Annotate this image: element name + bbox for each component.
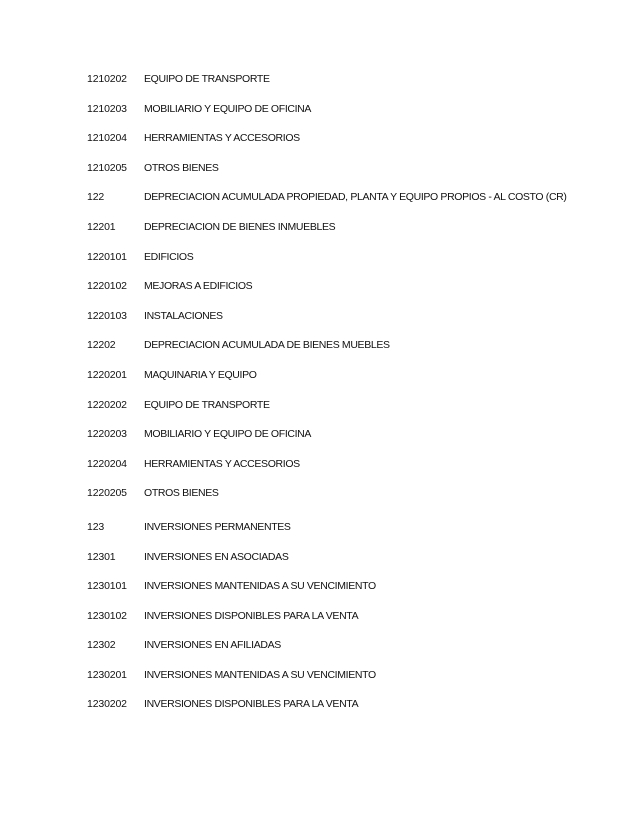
account-description: EQUIPO DE TRANSPORTE (144, 73, 270, 85)
account-description: DEPRECIACION ACUMULADA PROPIEDAD, PLANTA Y EQUIPO PROPIOS - AL COSTO (CR) (144, 191, 567, 204)
account-description: INVERSIONES EN AFILIADAS (144, 639, 281, 652)
account-code: 1210202 (87, 73, 127, 85)
account-code: 1230201 (87, 668, 127, 681)
account-code: 1220101 (87, 250, 127, 263)
account-code: 1220102 (87, 280, 127, 293)
account-code: 1230202 (87, 698, 127, 711)
account-description: HERRAMIENTAS Y ACCESORIOS (144, 457, 300, 470)
account-code: 12202 (87, 339, 116, 352)
account-description: INVERSIONES PERMANENTES (144, 520, 291, 533)
account-description: DEPRECIACION DE BIENES INMUEBLES (144, 220, 336, 233)
account-code: 1220201 (87, 368, 127, 381)
account-description: INVERSIONES DISPONIBLES PARA LA VENTA (144, 609, 359, 622)
account-code: 1230101 (87, 580, 127, 593)
account-description: EDIFICIOS (144, 250, 194, 263)
account-description: INSTALACIONES (144, 309, 223, 322)
account-code: 1210203 (87, 102, 127, 115)
account-code: 1220203 (87, 428, 127, 441)
account-code: 1230102 (87, 609, 127, 622)
account-code: 1210204 (87, 132, 127, 145)
account-code: 1220204 (87, 457, 127, 470)
account-description: EQUIPO DE TRANSPORTE (144, 398, 270, 411)
account-code: 1220103 (87, 309, 127, 322)
account-description: MAQUINARIA Y EQUIPO (144, 368, 257, 381)
account-description: HERRAMIENTAS Y ACCESORIOS (144, 132, 300, 145)
account-description: INVERSIONES DISPONIBLES PARA LA VENTA (144, 698, 359, 711)
account-description: MOBILIARIO Y EQUIPO DE OFICINA (144, 102, 312, 115)
account-code: 12201 (87, 220, 116, 233)
account-description: MEJORAS A EDIFICIOS (144, 280, 253, 293)
account-code: 12302 (87, 639, 116, 652)
account-code: 1220205 (87, 487, 127, 500)
account-code: 123 (87, 520, 105, 533)
account-description: DEPRECIACION ACUMULADA DE BIENES MUEBLES (144, 339, 390, 352)
account-code: 1210205 (87, 161, 127, 174)
account-code: 1220202 (87, 398, 127, 411)
account-description: INVERSIONES MANTENIDAS A SU VENCIMIENTO (144, 668, 376, 681)
account-code: 12301 (87, 550, 116, 563)
account-description: OTROS BIENES (144, 487, 219, 500)
account-description: MOBILIARIO Y EQUIPO DE OFICINA (144, 428, 312, 441)
account-description: INVERSIONES MANTENIDAS A SU VENCIMIENTO (144, 580, 376, 593)
account-description: OTROS BIENES (144, 161, 219, 174)
account-code: 122 (87, 191, 105, 204)
account-description: INVERSIONES EN ASOCIADAS (144, 550, 289, 563)
